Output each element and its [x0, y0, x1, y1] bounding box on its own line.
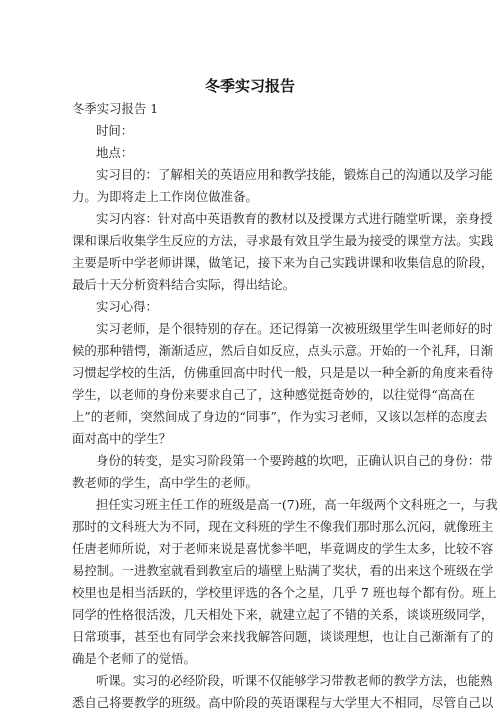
text-line: 日常琐事，甚至也有同学会来找我解答问题，谈谈理想，也让自己渐渐有了的	[72, 629, 494, 644]
text-line: 校里也是相当活跃的，学校里评选的各个之星，几乎 7 班也每个都有份。班上	[72, 585, 497, 600]
text-line: 实习老师，是个很特别的存在。还记得第一次被班级里学生叫老师好的时	[96, 321, 493, 336]
text-line: 力。为即将走上工作岗位做准备。	[72, 189, 258, 204]
text-line: 实习目的：了解相关的英语应用和教学技能，锻炼自己的沟通以及学习能	[96, 167, 493, 182]
text-line: 同学的性格很活泼，几天相处下来，就建立起了不错的关系，谈谈班级同学，	[72, 607, 494, 622]
text-line: 教老师的学生，高中学生的老师。	[72, 475, 258, 490]
text-line: 担任实习班主任工作的班级是高一(7)班，高一年级两个文科班之一，与我	[96, 497, 498, 512]
text-line: 上”的老师，突然间成了身边的“同事”，作为实习老师，又该以怎样的态度去	[72, 409, 488, 424]
document-body	[72, 98, 498, 714]
text-line: 候的那种错愕，渐渐适应，然后自如反应，点头示意。开始的一个礼拜，日渐	[72, 343, 494, 358]
text-line: 习惯起学校的生活，仿佛重回高中时代一般，只是是以一种全新的角度来看待	[72, 365, 494, 380]
text-line: 时间：	[96, 123, 134, 138]
text-line: 面对高中的学生？	[72, 431, 172, 446]
text-line: 那时的文科班大为不同，现在文科班的学生不像我们那时那么沉闷，就像班主	[72, 519, 494, 534]
text-line: 冬季实习报告 1	[72, 101, 159, 116]
document-title: 冬季实习报告	[204, 77, 295, 95]
text-line: 最后十天分析资料结合实际，得出结论。	[72, 277, 296, 292]
text-line: 易控制。一进教室就看到教室后的墙壁上贴满了奖状，看的出来这个班级在学	[72, 563, 494, 578]
text-line: 听课。实习的必经阶段，听课不仅能够学习带教老师的教学方法，也能熟	[96, 673, 493, 688]
text-line: 实习内容：针对高中英语教育的教材以及授课方式进行随堂听课，亲身授	[96, 211, 493, 226]
text-line: 学生，以老师的身份来要求自己了，这种感觉挺奇妙的，以往觉得“高高在	[72, 387, 475, 402]
text-line: 课和课后收集学生反应的方法，寻求最有效且学生最为接受的课堂方法。实践	[72, 233, 494, 248]
text-line: 主要是听中学老师讲课，做笔记，接下来为自己实践讲课和收集信息的阶段，	[72, 255, 494, 270]
text-line: 任唐老师所说，对于老师来说是喜忧参半吧，毕竟调皮的学生太多，比较不容	[72, 541, 494, 556]
text-line: 地点：	[96, 145, 134, 160]
text-line: 悉自己将要教学的班级。高中阶段的英语课程与大学里大不相同，尽管自己以	[72, 695, 494, 710]
text-line: 确是个老师了的觉悟。	[72, 651, 196, 666]
text-line: 身份的转变，是实习阶段第一个要跨越的坎吧，正确认识自己的身份：带	[96, 453, 493, 468]
text-line: 实习心得：	[96, 299, 158, 314]
